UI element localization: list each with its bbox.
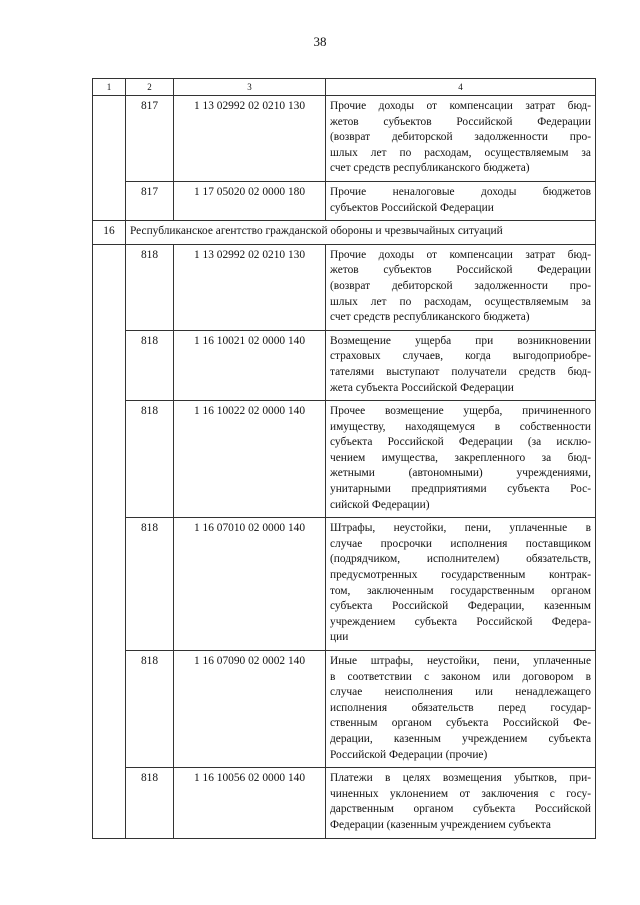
- description-line: Прочие доходы от компенсации затрат бюд-: [330, 248, 591, 261]
- description-line: субъекта Российской Федерации (за исклю-: [330, 436, 591, 449]
- description-line: в соответствии с законом или договором в: [330, 670, 591, 683]
- admin-code: 818: [126, 330, 174, 400]
- admin-code: 818: [126, 401, 174, 518]
- description-line: субъекта Российской Федерации, казенным: [330, 600, 591, 613]
- table-row: [93, 401, 596, 518]
- column-header-1: 1: [93, 79, 126, 96]
- revenue-code: 1 17 05020 02 0000 180: [174, 181, 326, 220]
- description-line: Штрафы, неустойки, пени, уплаченные в: [330, 522, 591, 535]
- admin-code: 817: [126, 96, 174, 182]
- revenue-code: 1 16 07010 02 0000 140: [174, 518, 326, 651]
- description-line: (возврат дебиторской задолженности про-: [330, 131, 591, 144]
- description-line: Прочие неналоговые доходы бюджетов: [330, 185, 591, 198]
- description-line: ции: [330, 631, 349, 644]
- description-line: Прочие доходы от компенсации затрат бюд-: [330, 100, 591, 112]
- description-line: унитарными предприятиями субъекта Рос-: [330, 483, 591, 496]
- revenue-description: [326, 330, 596, 400]
- description-line: жета субъекта Российской Федерации: [330, 381, 514, 394]
- revenue-description: [326, 518, 596, 651]
- description-line: учреждением субъекта Российской Федера-: [330, 615, 591, 628]
- description-line: шлых лет по расходам, осуществляемым за: [330, 146, 591, 159]
- table-row: [93, 330, 596, 400]
- revenue-code: 1 13 02992 02 0210 130: [174, 244, 326, 330]
- description-line: Федерации (казенным учреждением субъекта: [330, 818, 551, 831]
- admin-code: 818: [126, 651, 174, 768]
- description-line: том, заключенным государственным органом: [330, 584, 591, 597]
- description-line: жетов субъектов Российской Федерации: [330, 264, 591, 277]
- revenue-code: 1 16 07090 02 0002 140: [174, 651, 326, 768]
- description-line: жетов субъектов Российской Федерации: [330, 115, 591, 128]
- description-line: сийской Федерации): [330, 498, 430, 511]
- table-row: [93, 181, 596, 220]
- table-row: [93, 244, 596, 330]
- table-row: [93, 651, 596, 768]
- description-line: тателями выступают получатели средств бюд-: [330, 365, 591, 378]
- description-line: случае неисполнения или ненадлежащего: [330, 686, 591, 699]
- description-line: Прочее возмещение ущерба, причиненного: [330, 405, 591, 418]
- description-line: субъектов Российской Федерации: [330, 201, 494, 214]
- page-number: 38: [313, 34, 327, 49]
- description-line: шлых лет по расходам, осуществляемым за: [330, 295, 591, 308]
- description-line: дарственным органом субъекта Российской: [330, 803, 591, 816]
- revenue-code: 1 16 10021 02 0000 140: [174, 330, 326, 400]
- revenue-description: [326, 96, 596, 182]
- admin-code: 818: [126, 518, 174, 651]
- revenue-code: 1 16 10022 02 0000 140: [174, 401, 326, 518]
- table-header-row: [93, 79, 596, 96]
- description-line: (возврат дебиторской задолженности про-: [330, 279, 591, 292]
- description-line: Платежи в целях возмещения убытков, при-: [330, 772, 591, 785]
- revenue-code: 1 16 10056 02 0000 140: [174, 768, 326, 838]
- table-row: [93, 768, 596, 838]
- description-line: чением имущества, закрепленного за бюд-: [330, 451, 591, 464]
- description-line: исполнения обязательств перед государ-: [330, 701, 591, 714]
- section-row: [93, 221, 596, 245]
- revenue-code: 1 13 02992 02 0210 130: [174, 96, 326, 182]
- section-name: Республиканское агентство гражданской обороны и чрезвычайных ситуаций: [126, 221, 596, 245]
- revenue-description: [326, 401, 596, 518]
- description-line: чиненных уклонением от заключения с госу-: [330, 787, 591, 800]
- empty-cell: [93, 244, 126, 838]
- description-line: счет средств республиканского бюджета): [330, 162, 530, 175]
- empty-cell: [93, 96, 126, 221]
- column-header-2: 2: [126, 79, 174, 96]
- revenue-codes-table: [92, 78, 596, 839]
- revenue-description: [326, 651, 596, 768]
- table-row: [93, 518, 596, 651]
- table-row: [93, 96, 596, 182]
- description-line: дерации, казенным учреждением субъекта: [330, 732, 591, 745]
- description-line: (подрядчиком, исполнителем) обязательств,: [330, 553, 591, 566]
- description-line: счет средств республиканского бюджета): [330, 311, 530, 324]
- revenue-description: [326, 244, 596, 330]
- admin-code: 817: [126, 181, 174, 220]
- description-line: ственным органом субъекта Российской Фе-: [330, 717, 591, 730]
- description-line: жетными (автономными) учреждениями,: [330, 467, 591, 480]
- description-line: предусмотренных государственным контрак-: [330, 569, 591, 582]
- admin-code: 818: [126, 768, 174, 838]
- column-header-3: 3: [174, 79, 326, 96]
- description-line: Иные штрафы, неустойки, пени, уплаченные: [330, 655, 591, 667]
- description-line: Российской Федерации (прочие): [330, 748, 488, 761]
- revenue-description: [326, 768, 596, 838]
- description-line: случае просрочки исполнения поставщиком: [330, 537, 591, 550]
- revenue-description: [326, 181, 596, 220]
- description-line: Возмещение ущерба при возникновении: [330, 334, 591, 347]
- section-number: 16: [93, 221, 126, 245]
- column-header-4: 4: [326, 79, 596, 96]
- admin-code: 818: [126, 244, 174, 330]
- description-line: страховых случаев, когда выгодоприобре-: [330, 350, 591, 363]
- description-line: имуществу, находящемуся в собственности: [330, 420, 591, 433]
